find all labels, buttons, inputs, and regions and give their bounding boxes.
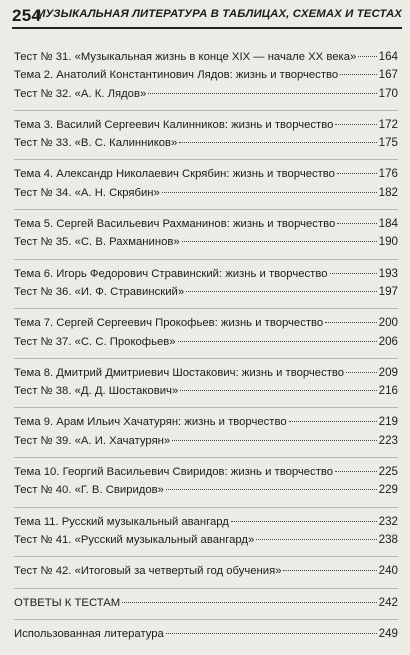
- toc-entry-page: 176: [378, 167, 398, 181]
- toc-entry[interactable]: [14, 235, 398, 253]
- toc-entry[interactable]: [14, 627, 398, 645]
- toc-group: [14, 116, 398, 161]
- dot-leader: [231, 521, 377, 522]
- toc-entry-title: Использованная литература: [14, 627, 164, 640]
- toc-group: [14, 594, 398, 620]
- dot-leader: [358, 56, 376, 57]
- toc-group: [14, 364, 398, 409]
- dot-leader: [337, 173, 377, 174]
- toc-entry-page: 182: [378, 185, 398, 199]
- toc-entry-title: Тест № 31. «Музыкальная жизнь в конце XIX — начале XX века»: [14, 51, 357, 63]
- toc-entry-page: 170: [378, 86, 398, 100]
- toc-entry[interactable]: [14, 564, 398, 582]
- toc-entry-page: 206: [378, 334, 398, 348]
- toc-entry-page: 200: [378, 316, 398, 330]
- dot-leader: [178, 341, 377, 342]
- dot-leader: [166, 489, 377, 490]
- dot-leader: [325, 322, 376, 323]
- toc-entry-title: Тема 4. Александр Николаевич Скрябин: жизнь и творчество: [14, 168, 335, 181]
- toc-entry[interactable]: [14, 434, 398, 452]
- dot-leader: [330, 273, 377, 274]
- toc-entry[interactable]: [14, 483, 398, 501]
- toc-entry-title: Тест № 42. «Итоговый за четвертый год обучения»: [14, 565, 282, 578]
- toc-entry-page: 249: [378, 626, 398, 640]
- toc-entry-title: Тест № 32. «А. К. Лядов»: [14, 87, 147, 100]
- toc-entry-title: Тест № 39. «А. И. Хачатурян»: [14, 434, 171, 447]
- dot-leader: [340, 74, 377, 75]
- page-number: 254: [12, 6, 42, 25]
- toc-entry-page: 175: [378, 136, 398, 150]
- toc-group: [14, 265, 398, 310]
- toc-entry-title: Тест № 35. «С. В. Рахманинов»: [14, 236, 180, 249]
- dot-leader: [179, 142, 376, 143]
- toc-entry-page: 242: [378, 595, 398, 609]
- dot-leader: [186, 291, 377, 292]
- toc-entry-title: Тест № 33. «В. С. Калинников»: [14, 137, 178, 150]
- toc-entry-page: 232: [378, 514, 398, 528]
- toc-entry[interactable]: [14, 68, 398, 86]
- toc-group: [14, 562, 398, 588]
- dot-leader: [283, 570, 376, 571]
- toc-entry-title: Тема 11. Русский музыкальный авангард: [14, 515, 229, 528]
- toc-entry[interactable]: [14, 285, 398, 303]
- dot-leader: [335, 124, 376, 125]
- toc-group: [14, 48, 398, 111]
- table-of-contents: [14, 48, 398, 655]
- dot-leader: [335, 471, 377, 472]
- toc-entry-title: Тема 3. Василий Сергеевич Калинников: жизнь и творчество: [14, 118, 334, 131]
- dot-leader: [256, 539, 376, 540]
- toc-entry[interactable]: [14, 596, 398, 614]
- toc-entry-title: Тема 5. Сергей Васильевич Рахманинов: жизнь и творчество: [14, 218, 336, 231]
- dot-leader: [166, 633, 377, 634]
- toc-entry-title: Тест № 41. «Русский музыкальный авангард»: [14, 533, 255, 546]
- toc-entry-title: Тема 8. Дмитрий Дмитриевич Шостакович: жизнь и творчество: [14, 366, 345, 379]
- toc-entry[interactable]: [14, 465, 398, 483]
- toc-entry[interactable]: [14, 316, 398, 334]
- toc-entry[interactable]: [14, 136, 398, 154]
- toc-entry-title: Тема 7. Сергей Сергеевич Прокофьев: жизнь и творчество: [14, 317, 324, 330]
- toc-entry-title: Тест № 36. «И. Ф. Стравинский»: [14, 285, 185, 298]
- toc-entry-page: 216: [378, 384, 398, 398]
- toc-entry[interactable]: [14, 366, 398, 384]
- toc-entry[interactable]: [14, 415, 398, 433]
- toc-entry-page: 219: [378, 415, 398, 429]
- toc-entry-page: 209: [378, 365, 398, 379]
- toc-entry-page: 193: [378, 266, 398, 280]
- toc-entry[interactable]: [14, 217, 398, 235]
- toc-entry-title: Тест № 34. «А. Н. Скрябин»: [14, 186, 160, 199]
- toc-entry[interactable]: [14, 515, 398, 533]
- toc-entry[interactable]: [14, 267, 398, 285]
- toc-entry[interactable]: [14, 118, 398, 136]
- toc-entry[interactable]: [14, 384, 398, 402]
- toc-entry-page: 184: [378, 217, 398, 231]
- toc-entry[interactable]: [14, 50, 398, 68]
- running-title: МУЗЫКАЛЬНАЯ ЛИТЕРАТУРА В ТАБЛИЦАХ, СХЕМАХ И ТЕСТАХ: [35, 8, 402, 20]
- toc-entry-page: 164: [378, 50, 398, 63]
- toc-group: [14, 463, 398, 508]
- toc-entry-page: 172: [378, 117, 398, 131]
- toc-group: [14, 413, 398, 458]
- dot-leader: [180, 390, 376, 391]
- dot-leader: [337, 223, 376, 224]
- toc-group: [14, 625, 398, 650]
- toc-entry-title: Тема 6. Игорь Федорович Стравинский: жизнь и творчество: [14, 267, 328, 280]
- dot-leader: [182, 241, 377, 242]
- toc-group: [14, 314, 398, 359]
- toc-entry[interactable]: [14, 87, 398, 105]
- toc-group: [14, 165, 398, 210]
- dot-leader: [172, 440, 376, 441]
- toc-entry-page: 190: [378, 235, 398, 249]
- toc-entry-title: Тема 2. Анатолий Константинович Лядов: жизнь и творчество: [14, 69, 339, 82]
- dot-leader: [148, 93, 376, 94]
- toc-group: [14, 513, 398, 558]
- toc-entry-page: 197: [378, 284, 398, 298]
- page-header: [12, 5, 402, 29]
- toc-group: [14, 215, 398, 260]
- toc-entry-title: Тест № 40. «Г. В. Свиридов»: [14, 484, 164, 497]
- toc-entry-title: ОТВЕТЫ К ТЕСТАМ: [14, 596, 121, 609]
- toc-entry-title: Тема 9. Арам Ильич Хачатурян: жизнь и творчество: [14, 416, 287, 429]
- dot-leader: [162, 192, 377, 193]
- toc-entry[interactable]: [14, 335, 398, 353]
- toc-entry-page: 229: [378, 483, 398, 497]
- dot-leader: [122, 602, 376, 603]
- toc-entry-page: 167: [378, 68, 398, 82]
- dot-leader: [346, 372, 377, 373]
- toc-entry[interactable]: [14, 167, 398, 185]
- toc-entry-page: 225: [378, 465, 398, 479]
- toc-entry-page: 223: [378, 433, 398, 447]
- toc-entry[interactable]: [14, 186, 398, 204]
- dot-leader: [289, 421, 377, 422]
- toc-entry-page: 238: [378, 532, 398, 546]
- toc-entry-title: Тест № 37. «С. С. Прокофьев»: [14, 335, 176, 348]
- toc-entry-title: Тема 10. Георгий Васильевич Свиридов: жизнь и творчество: [14, 466, 334, 479]
- toc-entry[interactable]: [14, 533, 398, 551]
- toc-entry-page: 240: [378, 564, 398, 578]
- toc-entry-title: Тест № 38. «Д. Д. Шостакович»: [14, 385, 179, 398]
